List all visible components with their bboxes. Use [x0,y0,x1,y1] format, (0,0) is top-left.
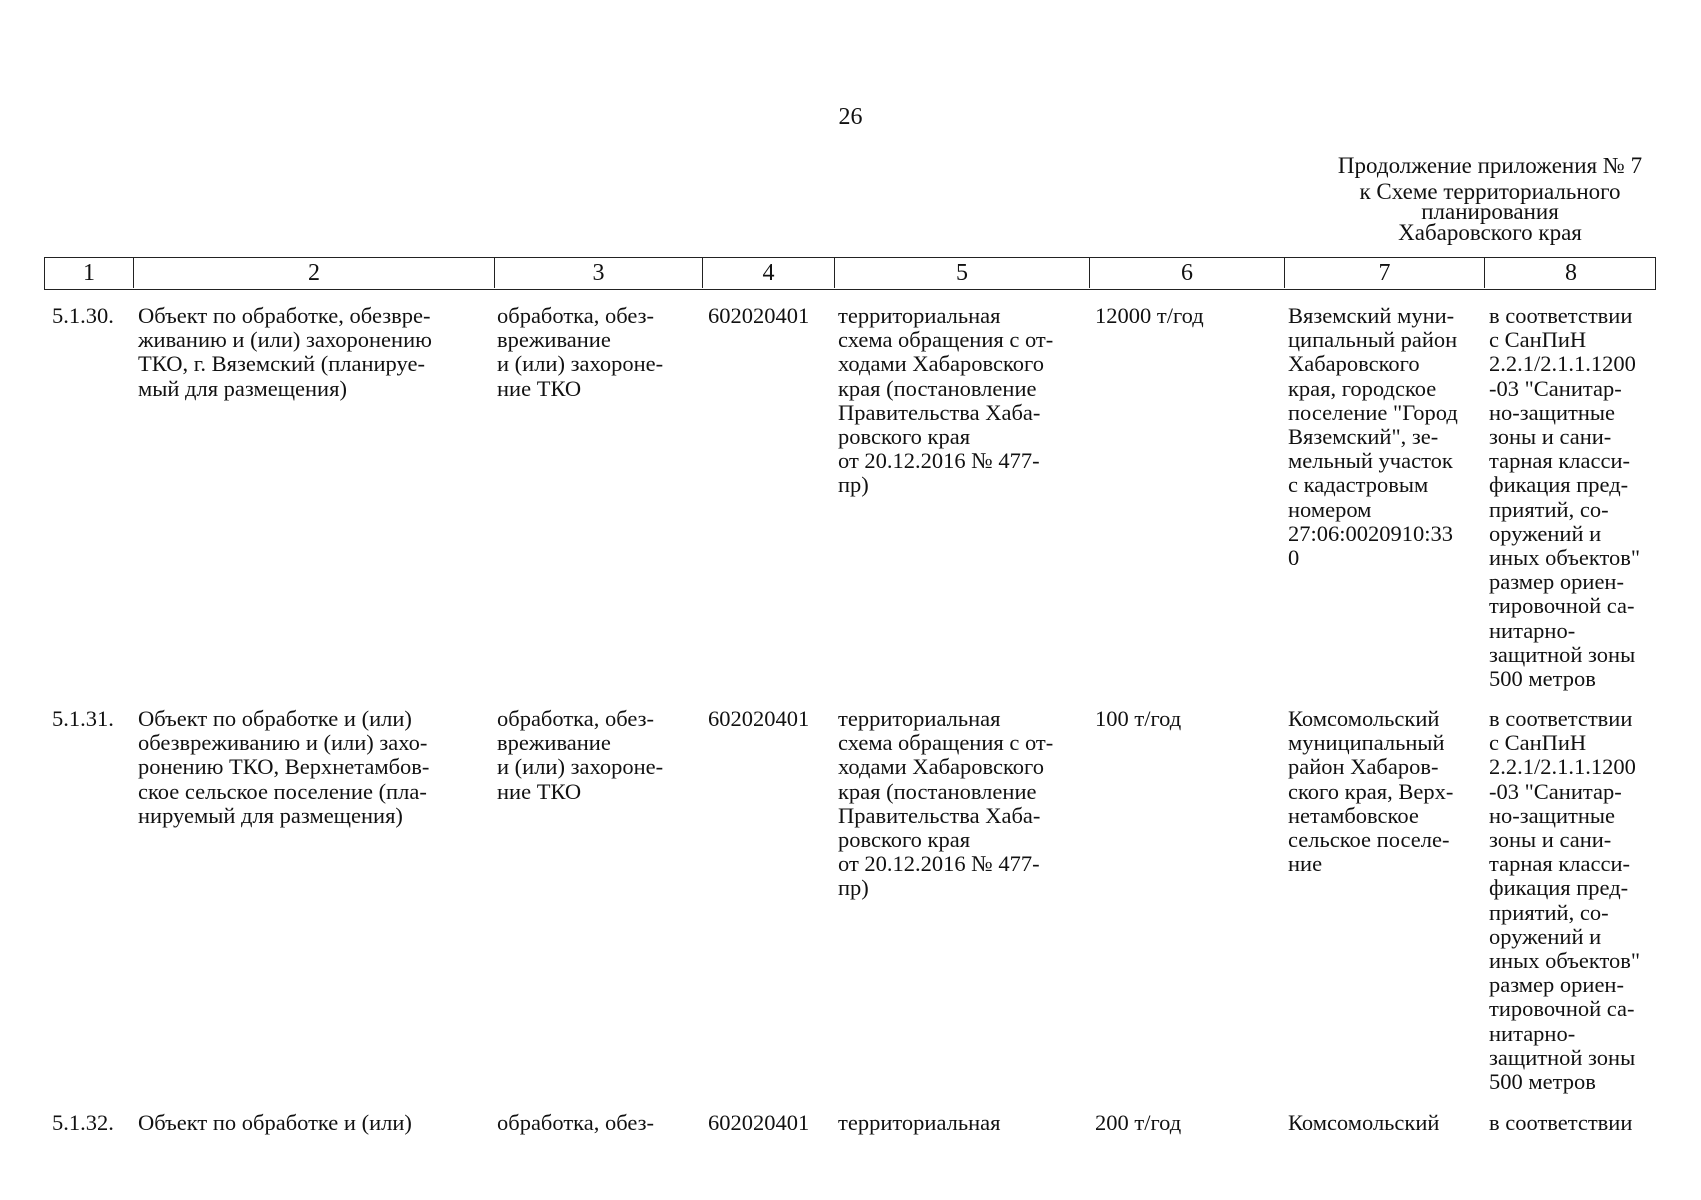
row-number: 5.1.30. [52,303,114,328]
appendix-note [1290,154,1690,244]
table-header-cell: 1 [83,260,95,286]
appendix-note-line-3: планирования [1421,199,1559,224]
table-header-cell: 6 [1089,258,1284,288]
activity-type: обработка, обез- вреживание и (или) захороне- ние ТКО [497,303,664,401]
table-header-row [44,257,1656,290]
object-description: Объект по обработке и (или) обезвреживанию и (или) захо- ронению ТКО, Верхнетамбов- ское сельское поселение (пла- нируемый для размещения) [138,706,430,828]
table-header-cell: 7 [1284,258,1484,288]
row-number: 5.1.31. [52,706,114,731]
page-number: 26 [838,104,863,130]
row-number: 5.1.32. [52,1110,114,1135]
location: Комсомольский [1288,1110,1440,1135]
basis-document: территориальная схема обращения с от- ходами Хабаровского края (постановление Правительства Хаба- ровского края от 20.12.2016 № 477- пр) [838,706,1054,901]
basis-document: территориальная [838,1110,1001,1135]
table-header-cell: 2 [133,258,494,288]
sanitary-zone: в соответствии [1489,1110,1633,1135]
capacity: 12000 т/год [1095,303,1204,328]
sanitary-zone: в соответствии с СанПиН 2.2.1/2.1.1.1200 -03 "Санитар- но-защитные зоны и сани- тарная класси- фикация пред- приятий, со- оружений и иных объектов" размер ориен- тировочной са- нитарно- защитной зоны 500 метров [1489,706,1641,1095]
activity-type: обработка, обез- вреживание и (или) захороне- ние ТКО [497,706,664,804]
table-header-cell: 3 [494,258,702,288]
waste-code: 602020401 [708,706,810,731]
appendix-note-line-1: Продолжение приложения № 7 [1337,153,1643,178]
waste-code: 602020401 [708,1110,810,1135]
location: Комсомольский муниципальный район Хабаров- ского края, Верх- нетамбовское сельское поселе- ние [1288,706,1454,877]
sanitary-zone: в соответствии с СанПиН 2.2.1/2.1.1.1200 -03 "Санитар- но-защитные зоны и сани- тарная класси- фикация пред- приятий, со- оружений и иных объектов" размер ориен- тировочной са- нитарно- защитной зоны 500 метров [1489,303,1641,692]
basis-document: территориальная схема обращения с от- ходами Хабаровского края (постановление Правительства Хаба- ровского края от 20.12.2016 № 477- пр) [838,303,1054,498]
object-description: Объект по обработке и (или) [138,1110,412,1135]
table-header-cell: 5 [834,258,1089,288]
table-header-cell: 8 [1484,258,1657,288]
object-description: Объект по обработке, обезвре- живанию и (или) захоронению ТКО, г. Вяземский (планируе- мый для размещения) [138,303,432,401]
capacity: 200 т/год [1095,1110,1182,1135]
waste-code: 602020401 [708,303,810,328]
location: Вяземский муни- ципальный район Хабаровского края, городское поселение "Город Вяземский", зе- мельный участок с кадастровым номером 27:06:0020910:33 0 [1288,303,1458,571]
capacity: 100 т/год [1095,706,1182,731]
activity-type: обработка, обез- [497,1110,655,1135]
table-header-cell: 4 [702,258,834,288]
appendix-note-line-2: к Схеме территориального [1359,179,1621,204]
appendix-note-line-4: Хабаровского края [1398,220,1582,245]
